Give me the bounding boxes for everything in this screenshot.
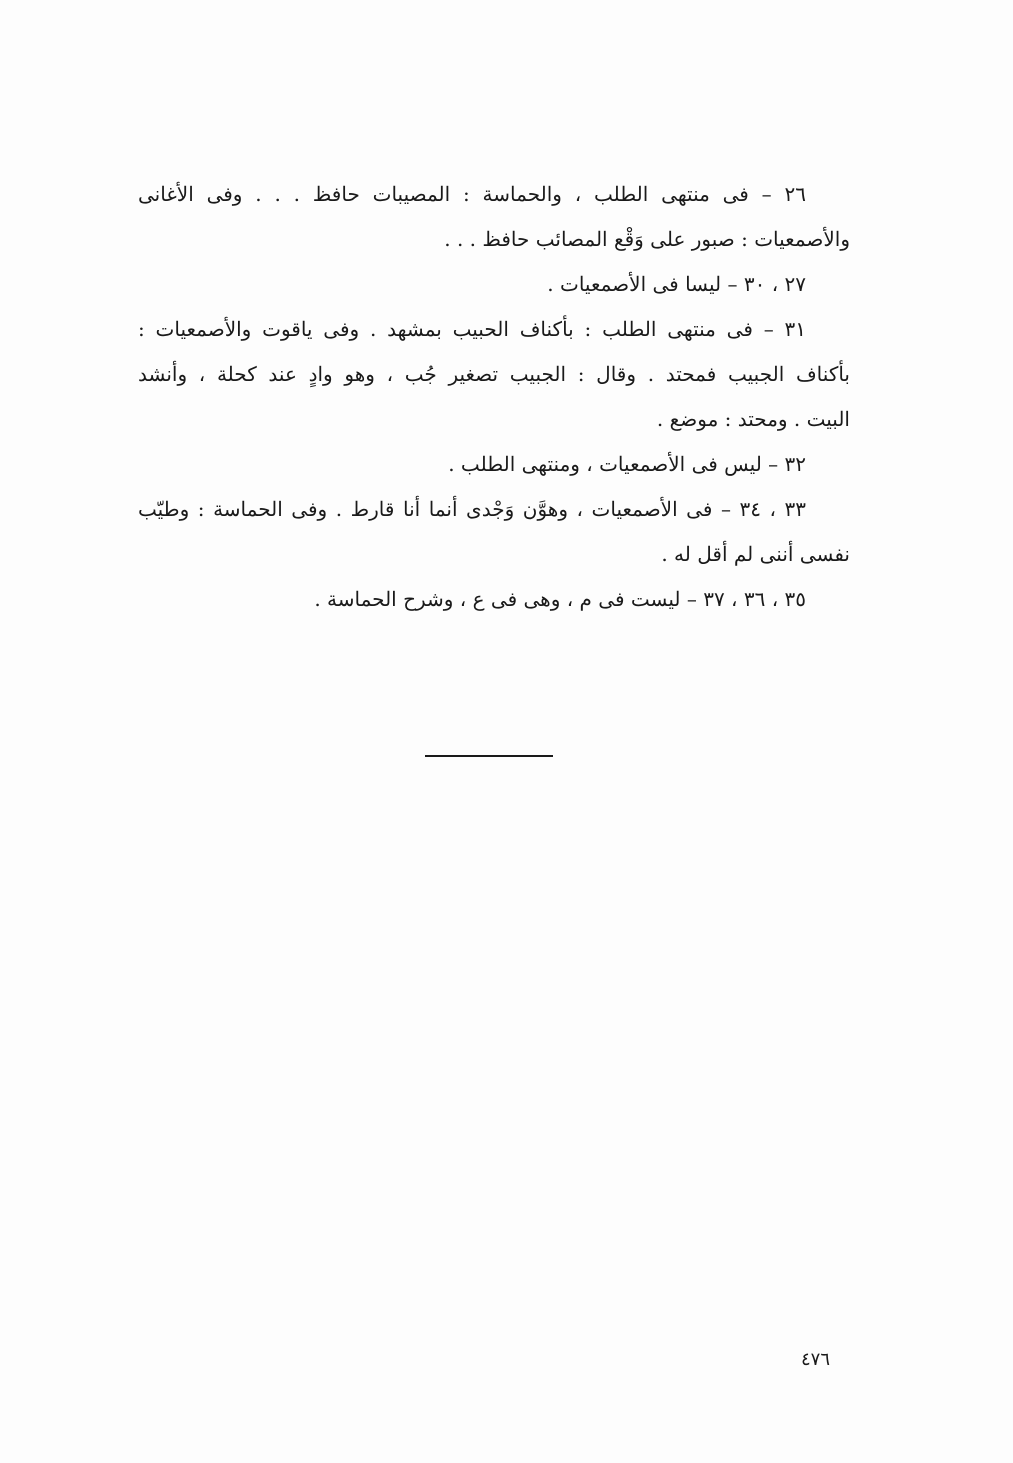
page-number: ٤٧٦ [800, 1349, 830, 1370]
notes-block [138, 172, 850, 622]
note-line-27-30: ٢٧ ، ٣٠ – ليسا فى الأصمعيات . [547, 272, 806, 296]
note-line-31: ٣١ – فى منتهى الطلب : بأكناف الحبيب بمشهد . وفى ياقوت والأصمعيات : [138, 317, 806, 341]
note-line-31-end: البيت . ومحتد : موضع . [656, 407, 850, 431]
note-line-31-continued: بأكناف الجبيب فمحتد . وقال : الجبيب تصغير جُب ، وهو وادٍ عند كحلة ، وأنشد [138, 362, 850, 386]
note-line-35-37: ٣٥ ، ٣٦ ، ٣٧ – ليست فى م ، وهى فى ع ، وشرح الحماسة . [314, 587, 806, 611]
note-line-32: ٣٢ – ليس فى الأصمعيات ، ومنتهى الطلب . [448, 452, 806, 476]
note-line-26-continued: والأصمعيات : صبور على وَقْع المصائب حافظ . . . [444, 227, 850, 251]
note-line-33-34: ٣٣ ، ٣٤ – فى الأصمعيات ، وهوَّن وَجْدى أنما أنا قارط . وفى الحماسة : وطيّب [138, 497, 807, 521]
note-line-33-34-end: نفسى أننى لم أقل له . [661, 542, 850, 566]
note-line-26: ٢٦ – فى منتهى الطلب ، والحماسة : المصيبات حافظ . . . وفى الأغانى [138, 182, 806, 206]
section-end-rule [425, 755, 553, 757]
